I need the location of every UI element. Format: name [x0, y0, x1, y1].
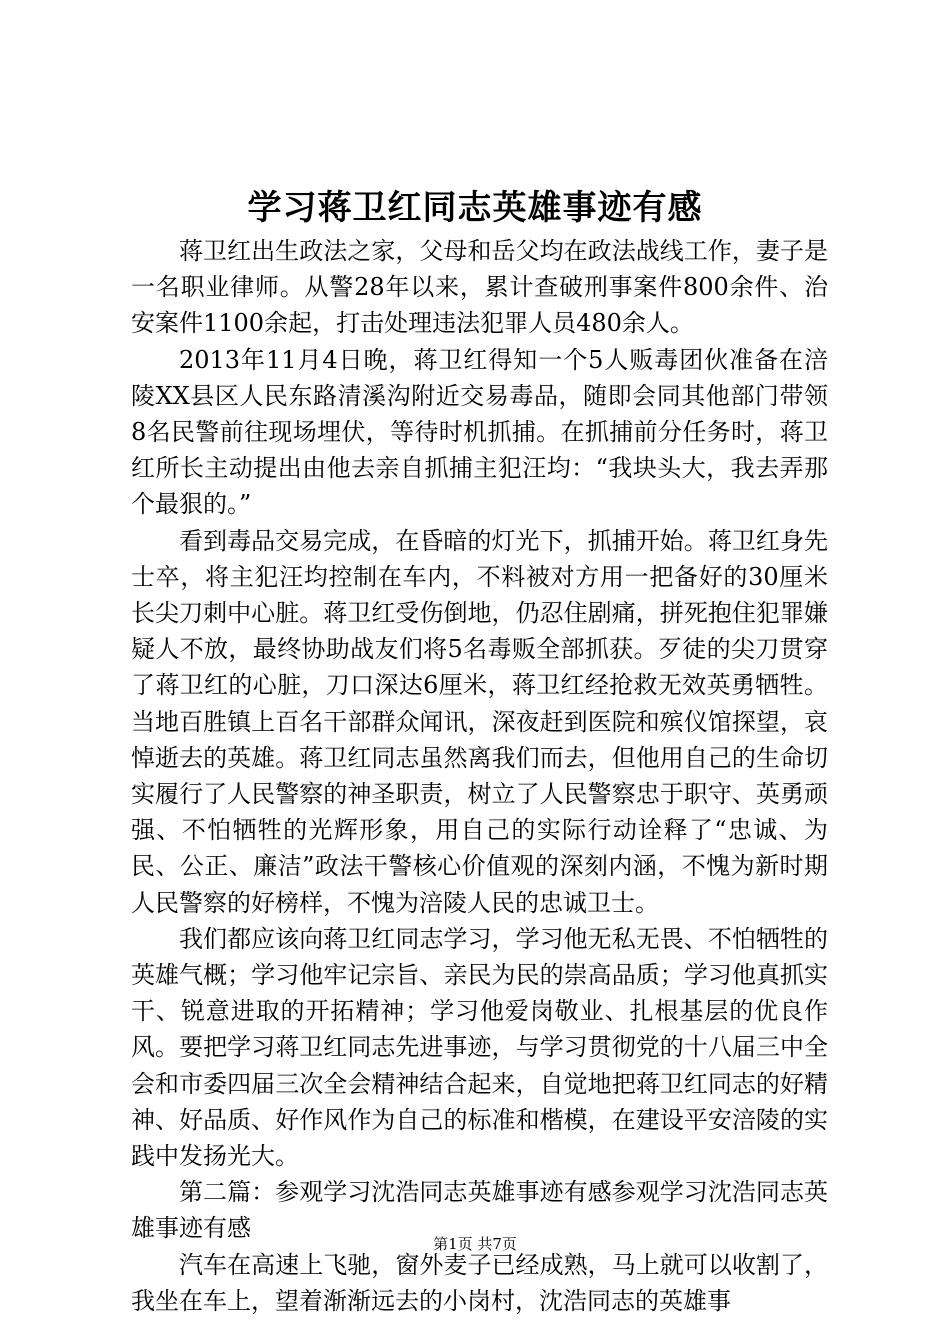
paragraph-3: 看到毒品交易完成，在昏暗的灯光下，抓捕开始。蒋卫红身先士卒，将主犯汪均控制在车内，不料被对方用一把备好的30厘米长尖刀刺中心脏。蒋卫红受伤倒地，仍忍住剧痛，拼死抱住犯罪嫌疑人不放，最终协助战友们将5名毒贩全部抓获。歹徒的尖刀贯穿了蒋卫红的心脏，刀口深达6厘米，蒋卫红经抢救无效英勇牺牲。当地百胜镇上百名干部群众闻讯，深夜赶到医院和殡仪馆探望，哀悼逝去的英雄。蒋卫红同志虽然离我们而去，但他用自己的生命切实履行了人民警察的神圣职责，树立了人民警察忠于职守、英勇顽强、不怕牺牲的光辉形象，用自己的实际行动诠释了“忠诚、为民、公正、廉洁”政法干警核心价值观的深刻内涵，不愧为新时期人民警察的好榜样，不愧为涪陵人民的忠诚卫士。: [131, 526, 828, 917]
document-title: 学习蒋卫红同志英雄事迹有感: [247, 188, 703, 228]
document-body: [131, 233, 828, 1319]
page-number-footer: 第1页 共7页: [433, 1235, 517, 1253]
paragraph-2: 2013年11月4日晚，蒋卫红得知一个5人贩毒团伙准备在涪陵XX县区人民东路清溪沟附近交易毒品，随即会同其他部门带领8名民警前往现场埋伏，等待时机抓捕。在抓捕前分任务时，蒋卫红所长主动提出由他去亲自抓捕主犯汪均：“我块头大，我去弄那个最狠的。”: [131, 345, 828, 519]
paragraph-6: 汽车在高速上飞驰，窗外麦子已经成熟，马上就可以收割了，我坐在车上，望着渐渐远去的小岗村，沈浩同志的英雄事: [131, 1250, 828, 1315]
paragraph-4: 我们都应该向蒋卫红同志学习，学习他无私无畏、不怕牺牲的英雄气概；学习他牢记宗旨、亲民为民的崇高品质；学习他真抓实干、锐意进取的开拓精神；学习他爱岗敬业、扎根基层的优良作风。要把学习蒋卫红同志先进事迹，与学习贯彻党的十八届三中全会和市委四届三次全会精神结合起来，自觉地把蒋卫红同志的好精神、好品质、好作风作为自己的标准和楷模，在建设平安涪陵的实践中发扬光大。: [131, 924, 828, 1171]
paragraph-1: 蒋卫红出生政法之家，父母和岳父均在政法战线工作，妻子是一名职业律师。从警28年以来，累计查破刑事案件800余件、治安案件1100余起，打击处理违法犯罪人员480余人。: [131, 237, 828, 338]
paragraph-5-section-heading: 第二篇：参观学习沈浩同志英雄事迹有感参观学习沈浩同志英雄事迹有感: [131, 1178, 828, 1243]
